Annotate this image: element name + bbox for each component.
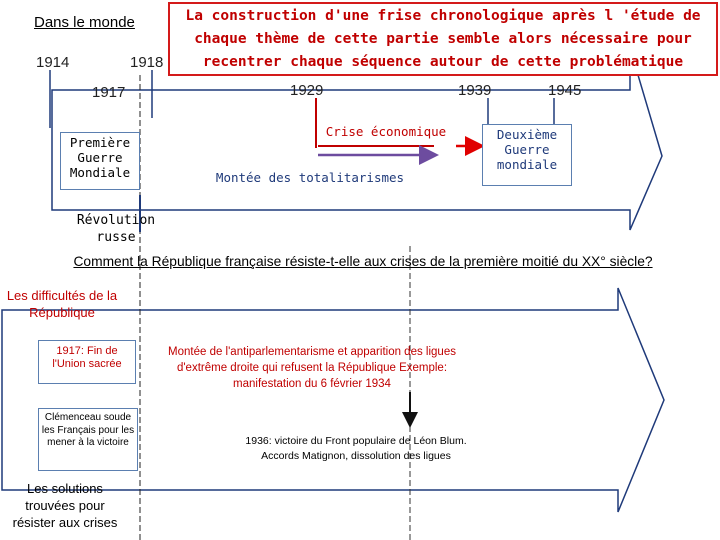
bottom-timeline-arrow [2,288,664,512]
solutions-label: Les solutions trouvées pour résister aux crises [12,481,118,530]
crisis-label: Crise économique [325,124,447,139]
ww1-box: Première Guerre Mondiale [60,132,140,190]
context-banner [168,2,718,76]
year-1939: 1939 [458,82,492,99]
ww2-box: Deuxième Guerre mondiale [482,124,572,186]
year-1917: 1917 [92,84,126,101]
difficulties-label: Les difficultés de la République [6,288,118,320]
totalitarianism-label: Montée des totalitarismes [215,170,405,185]
banner-line-1: La construction d'une frise chronologique après l 'étude de [185,8,701,24]
front-populaire-event: 1936: victoire du Front populaire de Léon Blum. Accords Matignon, dissolution des ligues [245,435,467,462]
leagues-event: Montée de l'antiparlementarisme et apparition des ligues d'extrême droite qui refusent la République Exemple: manifestation du 6 février 1934 [168,346,456,390]
year-1929: 1929 [290,82,324,99]
union-end-box: 1917: Fin de l'Union sacrée [38,340,136,384]
clemenceau-box: Clémenceau soude les Français pour les mener à la victoire [38,408,138,471]
year-1945: 1945 [548,82,582,99]
year-1914: 1914 [36,54,70,71]
banner-line-3: recentrer chaque séquence autour de cette problématique [202,54,684,70]
year-1918: 1918 [130,54,164,71]
world-label: Dans le monde [34,14,135,31]
banner-line-2: chaque thème de cette partie semble alors nécessaire pour [194,31,692,47]
problem-question: Comment la République française résiste-t-elle aux crises de la première moitié du XX° siècle? [73,254,653,269]
revolution-label: Révolution russe [76,213,156,245]
